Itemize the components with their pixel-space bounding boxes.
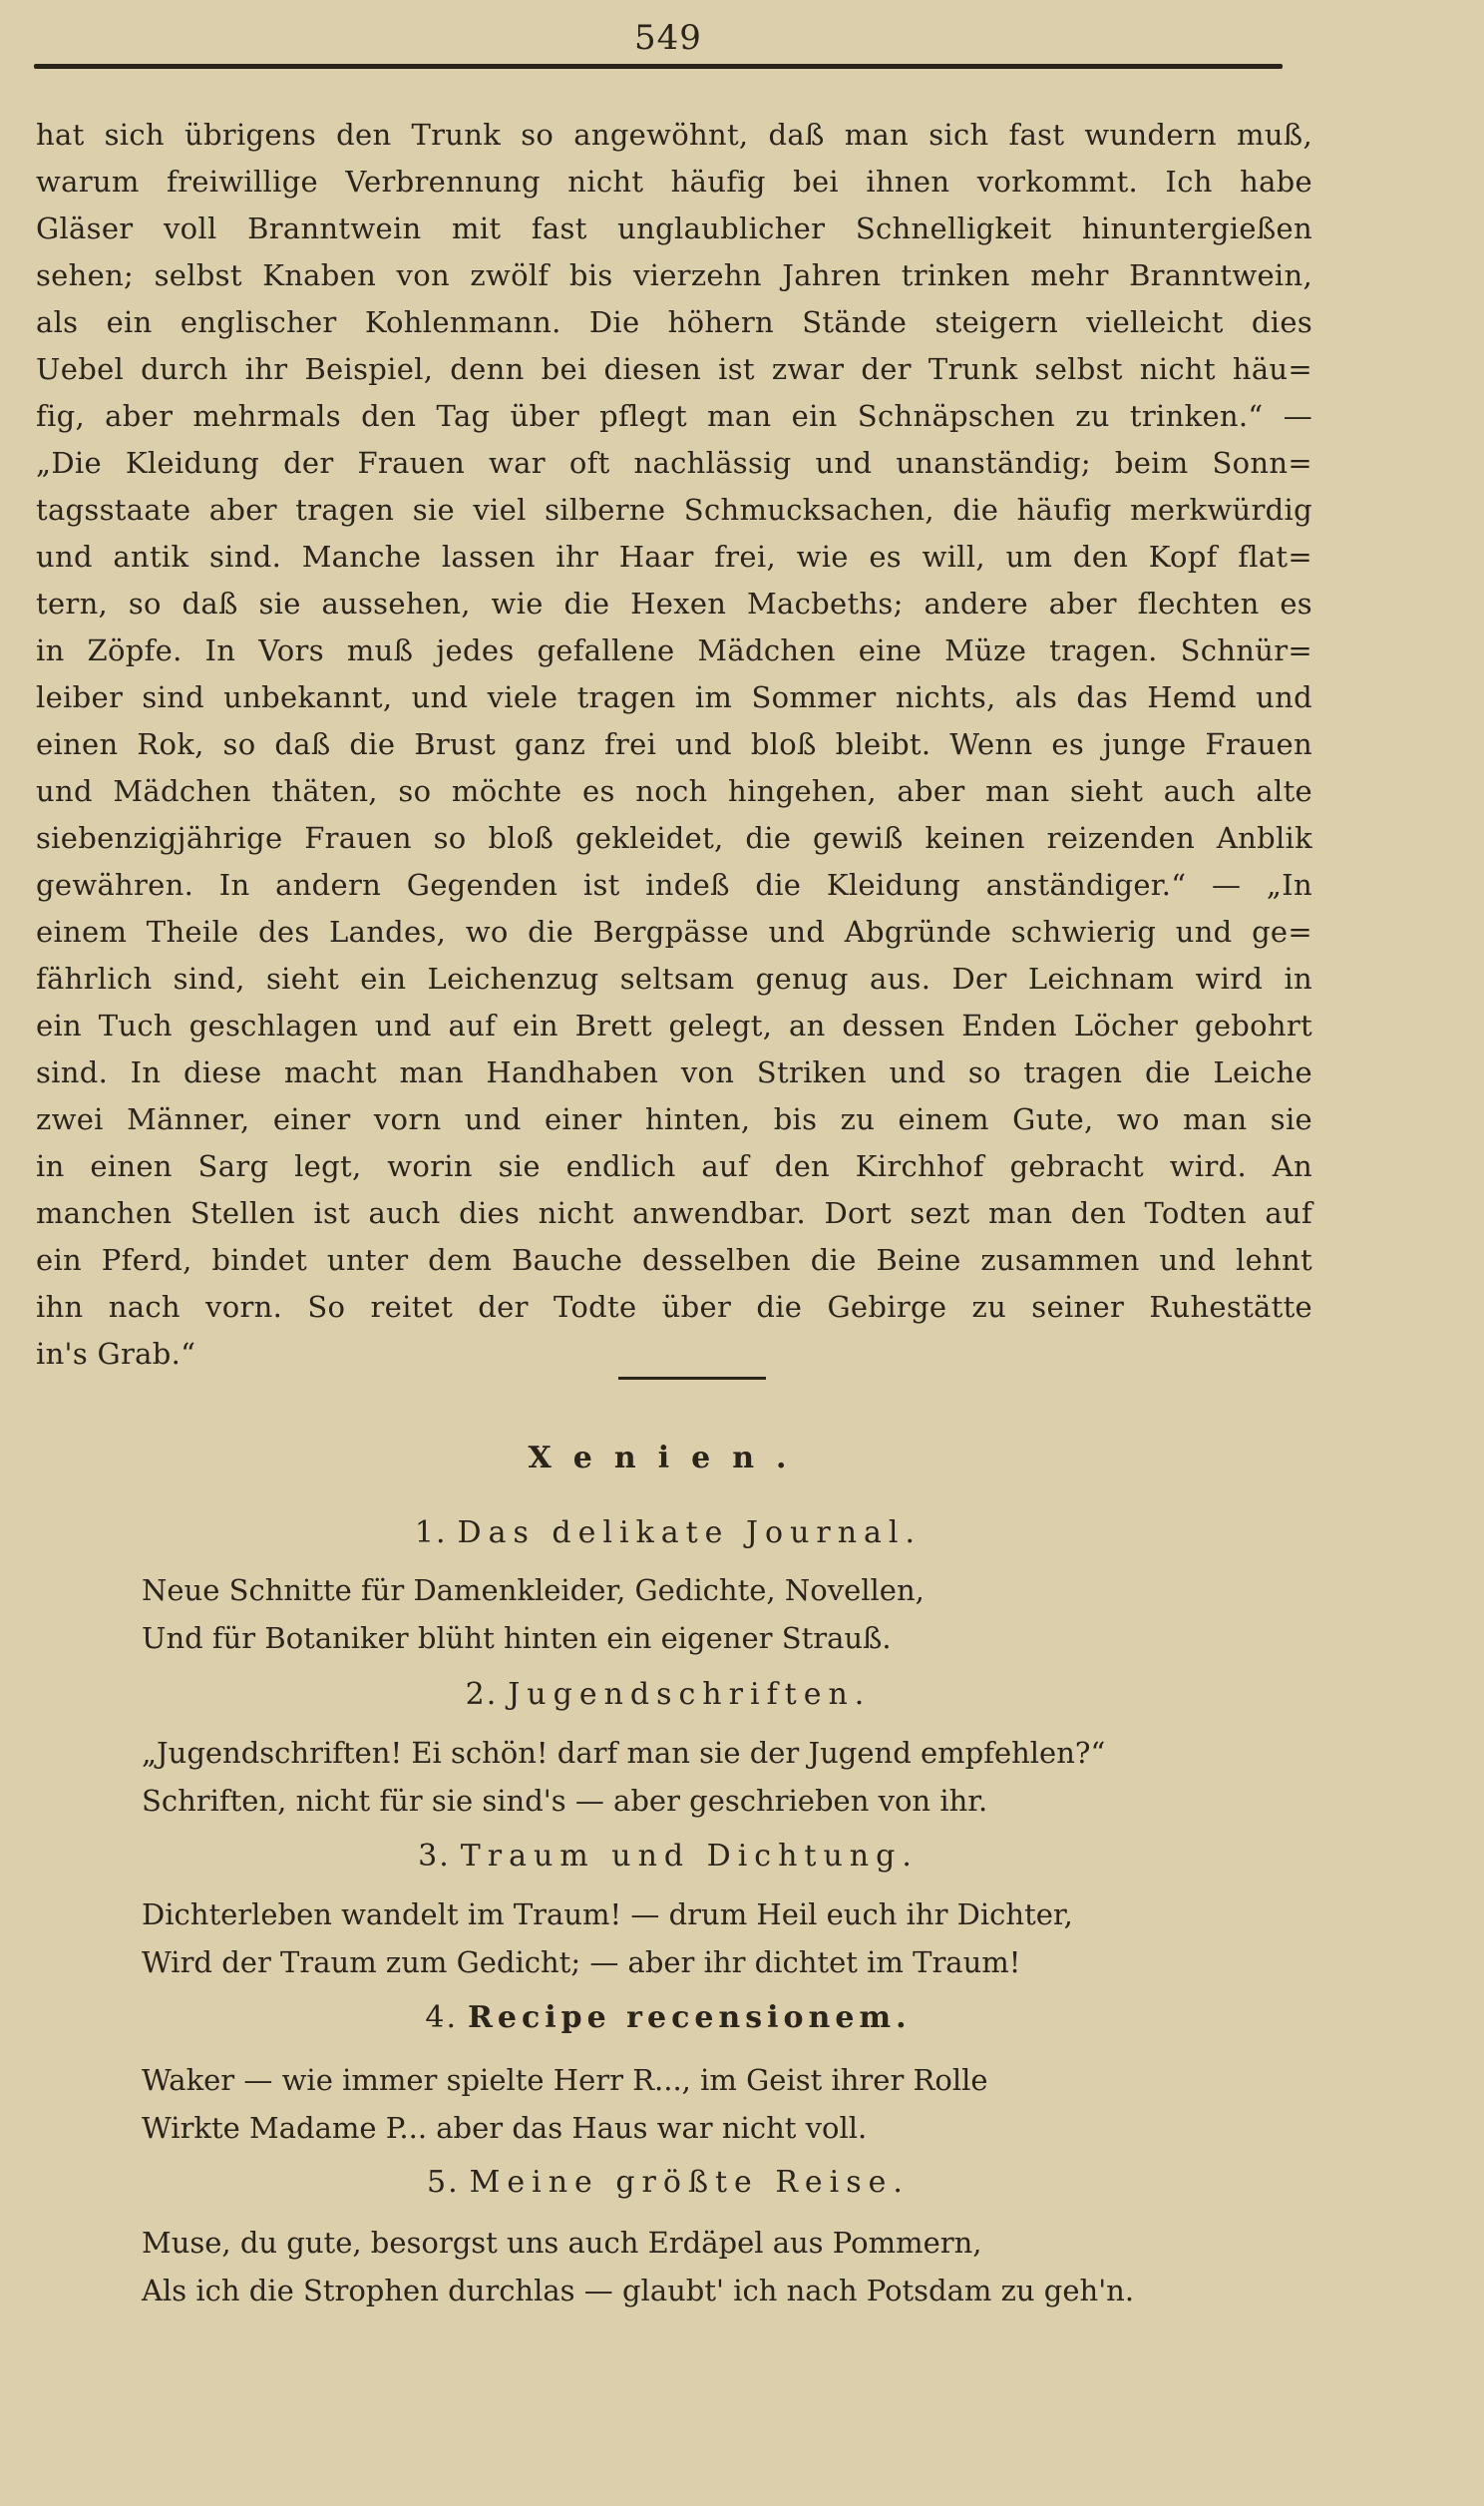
body-line: manchen Stellen ist auch dies nicht anwendbar. Dort sezt man den Todten auf xyxy=(36,1196,1312,1230)
verse-line: „Jugendschriften! Ei schön! darf man sie der Jugend empfehlen?“ xyxy=(142,1736,1106,1770)
epigram-verse xyxy=(142,2219,1289,2314)
body-line: siebenzigjährige Frauen so bloß gekleidet, die gewiß keinen reizenden Anblik xyxy=(36,821,1312,855)
body-line: in Zöpfe. In Vors muß jedes gefallene Mädchen eine Müze tragen. Schnür= xyxy=(36,633,1312,667)
epigram-title-text: Meine größte Reise. xyxy=(469,2165,910,2200)
body-line: Uebel durch ihr Beispiel, denn bei diesen ist zwar der Trunk selbst nicht häu= xyxy=(36,352,1312,386)
verse-line: Als ich die Strophen durchlas — glaubt' ich nach Potsdam zu geh'n. xyxy=(142,2274,1135,2307)
header-rule xyxy=(34,64,1283,69)
body-line: zwei Männer, einer vorn und einer hinten, bis zu einem Gute, wo man sie xyxy=(36,1102,1312,1136)
verse-line: Waker — wie immer spielte Herr R..., im Geist ihrer Rolle xyxy=(142,2063,988,2097)
body-line: einen Rok, so daß die Brust ganz frei und bloß bleibt. Wenn es junge Frauen xyxy=(36,727,1312,761)
body-line: in einen Sarg legt, worin sie endlich auf den Kirchhof gebracht wird. An xyxy=(36,1149,1312,1183)
body-line: tern, so daß sie aussehen, wie die Hexen Macbeths; andere aber flechten es xyxy=(36,587,1312,621)
page-number: 549 xyxy=(634,18,702,58)
epigram-verse xyxy=(142,2056,1289,2152)
body-line: als ein englischer Kohlenmann. Die höhern Stände steigern vielleicht dies xyxy=(36,305,1312,339)
epigram-title xyxy=(0,1677,1336,1712)
epigram-title-text: Traum und Dichtung. xyxy=(460,1839,919,1874)
body-line: ein Pferd, bindet unter dem Bauche desselben die Beine zusammen und lehnt xyxy=(36,1243,1312,1277)
verse-line: Dichterleben wandelt im Traum! — drum Heil euch ihr Dichter, xyxy=(142,1897,1073,1931)
epigram-number: 3. xyxy=(418,1839,451,1874)
body-line: ihn nach vorn. So reitet der Todte über die Gebirge zu seiner Ruhestätte xyxy=(36,1290,1312,1324)
epigram-verse xyxy=(142,1890,1289,1986)
epigram-number: 1. xyxy=(414,1515,448,1550)
epigram-title xyxy=(0,1839,1336,1874)
verse-line: Neue Schnitte für Damenkleider, Gedichte, Novellen, xyxy=(142,1573,925,1607)
body-line: tagsstaate aber tragen sie viel silberne Schmucksachen, die häufig merkwürdig xyxy=(36,493,1312,527)
epigram-number: 4. xyxy=(425,2000,458,2035)
verse-line: Wird der Traum zum Gedicht; — aber ihr dichtet im Traum! xyxy=(142,1945,1021,1979)
epigram-title-text: Jugendschriften. xyxy=(508,1677,872,1712)
body-line: hat sich übrigens den Trunk so angewöhnt, daß man sich fast wundern muß, xyxy=(36,118,1312,152)
body-line: leiber sind unbekannt, und viele tragen im Sommer nichts, als das Hemd und xyxy=(36,680,1312,714)
section-divider xyxy=(618,1377,766,1380)
verse-line: Muse, du gute, besorgst uns auch Erdäpel aus Pommern, xyxy=(142,2226,982,2260)
body-line: „Die Kleidung der Frauen war oft nachlässig und unanständig; beim Sonn= xyxy=(36,446,1312,480)
body-line: fährlich sind, sieht ein Leichenzug seltsam genug aus. Der Leichnam wird in xyxy=(36,962,1312,996)
body-line: sind. In diese macht man Handhaben von Striken und so tragen die Leiche xyxy=(36,1055,1312,1089)
body-line: in's Grab.“ xyxy=(36,1337,196,1371)
body-line: sehen; selbst Knaben von zwölf bis vierzehn Jahren trinken mehr Branntwein, xyxy=(36,258,1312,292)
epigram-title xyxy=(0,1515,1336,1550)
body-line: und Mädchen thäten, so möchte es noch hingehen, aber man sieht auch alte xyxy=(36,774,1312,808)
verse-line: Schriften, nicht für sie sind's — aber geschrieben von ihr. xyxy=(142,1784,988,1818)
epigram-title-text: Recipe recensionem. xyxy=(467,2000,912,2035)
epigram-number: 5. xyxy=(427,2165,460,2200)
body-line: gewähren. In andern Gegenden ist indeß die Kleidung anständiger.“ — „In xyxy=(36,868,1312,902)
section-title: Xenien. xyxy=(528,1441,809,1475)
verse-line: Und für Botaniker blüht hinten ein eigener Strauß. xyxy=(142,1621,892,1655)
epigram-title xyxy=(0,2000,1336,2035)
body-line: ein Tuch geschlagen und auf ein Brett gelegt, an dessen Enden Löcher gebohrt xyxy=(36,1009,1312,1043)
body-line: und antik sind. Manche lassen ihr Haar frei, wie es will, um den Kopf flat= xyxy=(36,540,1312,574)
epigram-title xyxy=(0,2165,1336,2200)
epigram-verse xyxy=(142,1566,1289,1662)
body-line: fig, aber mehrmals den Tag über pflegt man ein Schnäpschen zu trinken.“ — xyxy=(36,399,1312,433)
verse-line: Wirkte Madame P... aber das Haus war nicht voll. xyxy=(142,2111,868,2145)
body-line: einem Theile des Landes, wo die Bergpässe und Abgründe schwierig und ge= xyxy=(36,915,1312,949)
epigram-title-text: Das delikate Journal. xyxy=(457,1515,923,1550)
body-line: Gläser voll Branntwein mit fast unglaublicher Schnelligkeit hinuntergießen xyxy=(36,211,1312,245)
body-text xyxy=(36,112,1312,1378)
epigram-number: 2. xyxy=(465,1677,499,1712)
body-line: warum freiwillige Verbrennung nicht häufig bei ihnen vorkommt. Ich habe xyxy=(36,165,1312,199)
epigram-verse xyxy=(142,1729,1289,1825)
